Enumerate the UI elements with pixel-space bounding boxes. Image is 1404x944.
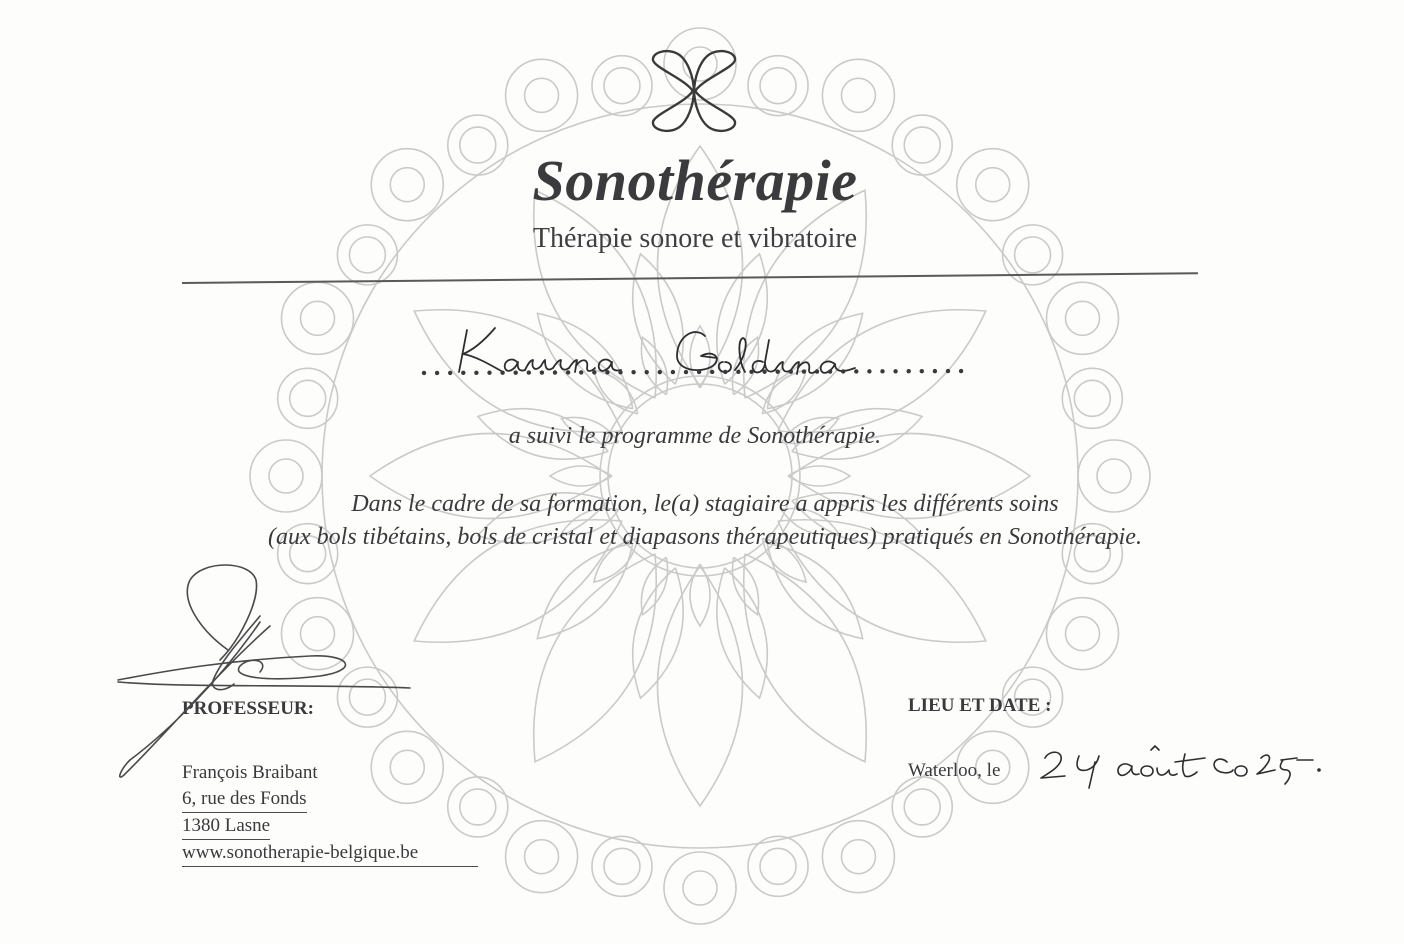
completion-statement: a suivi le programme de Sonothérapie. <box>508 423 882 449</box>
description-line-2: (aux bols tibétains, bols de cristal et diapasons thérapeutiques) pratiqués en Sonothérapie. <box>268 524 1142 550</box>
date-handwritten <box>1035 740 1325 790</box>
professor-city: 1380 Lasne <box>182 813 270 840</box>
professor-street: 6, rue des Fonds <box>182 786 307 813</box>
professor-name: François Braibant <box>182 762 318 783</box>
place-date-label: LIEU ET DATE : <box>908 695 1052 716</box>
description-paragraph <box>120 488 1290 554</box>
certificate-subtitle: Thérapie sonore et vibratoire <box>532 223 858 254</box>
name-dotted-line <box>420 368 976 378</box>
handwritten-signature-icon <box>110 560 440 785</box>
place-prefix: Waterloo, le <box>908 760 1001 781</box>
professor-website: www.sonotherapie-belgique.be <box>182 840 478 867</box>
four-leaf-clover-icon <box>648 48 740 134</box>
certificate-title: Sonothérapie <box>532 148 858 213</box>
description-line-1: Dans le cadre de sa formation, le(a) stagiaire a appris les différents soins <box>351 491 1059 517</box>
professor-label: PROFESSEUR: <box>182 698 314 719</box>
